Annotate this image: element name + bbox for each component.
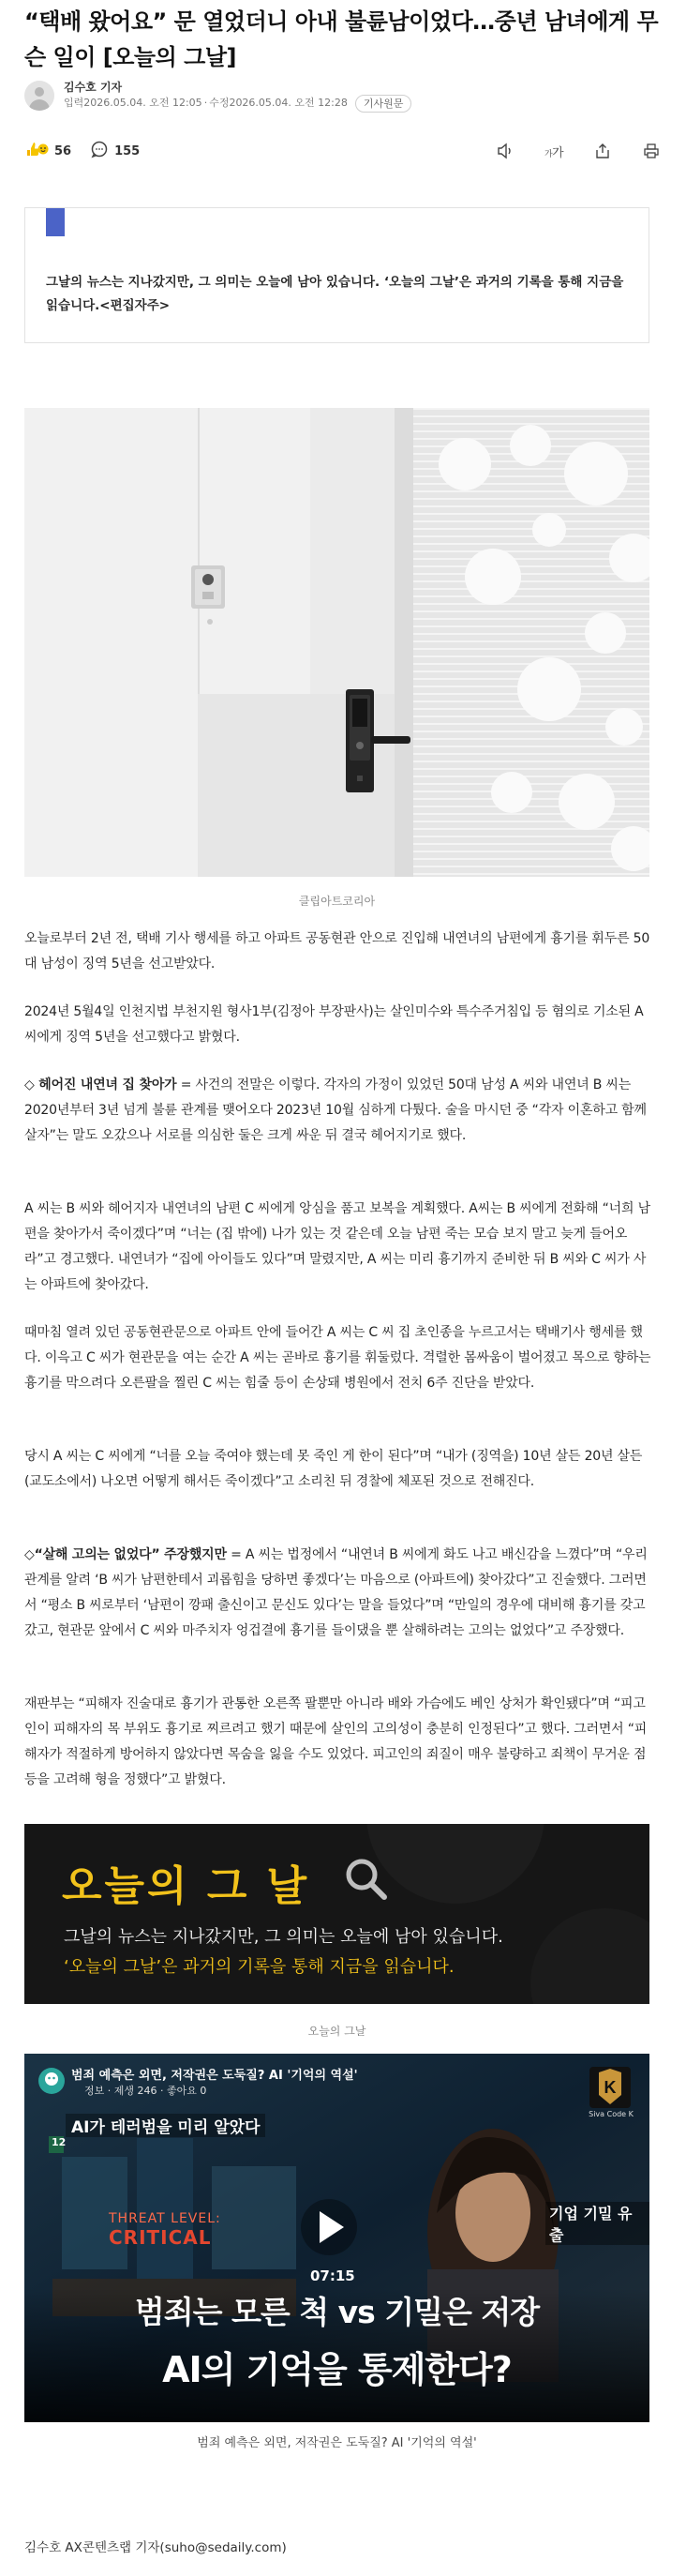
brand-text: Siva Code K <box>589 2110 634 2118</box>
threat-level-value: CRITICAL <box>109 2226 212 2249</box>
body-paragraph-2: 2024년 5월4일 인천지법 부천지원 형사1부(김정아 부장판사)는 살인미수와 특수주거침입 등 혐의로 기소된 A 씨에게 징역 5년을 선고했다고 밝혔다. <box>24 1004 644 1045</box>
article-photo[interactable] <box>24 408 649 877</box>
section-heading-2: ◇“살해 고의는 없었다” 주장했지만 <box>24 1547 227 1562</box>
modified-date: 수정2026.05.04. 오전 12:28 <box>209 97 348 109</box>
body-paragraph-8: 재판부는 “피해자 진술대로 흉기가 관통한 오른쪽 팔뿐만 아니라 배와 가슴에도 베인 상처가 확인됐다”며 “피고인이 피해자의 목 부위도 흉기로 찌르려고 했기 때문에 살인의 고의성이 충분히 인정된다”고 했다. 그러면서 “피해자가 적절하게 방어하지 않았다면 목숨을 잃을 수도 있었다. 피고인의 죄질이 매우 불량하고 죄책이 무거운 점 등을 고려해 형을 정했다”고 밝혔다. <box>24 1696 648 1787</box>
svg-text:가: 가 <box>552 145 564 159</box>
banner-caption: 오늘의 그날 <box>307 2025 366 2038</box>
font-size-button[interactable] <box>544 141 564 161</box>
video-title[interactable]: 범죄 예측은 외면, 저작권은 도둑질? AI '기억의 역설' <box>71 2069 358 2083</box>
reporter-avatar[interactable] <box>24 81 54 111</box>
body-paragraph-7: ◇“살해 고의는 없었다” 주장했지만 = A 씨는 법정에서 “내연녀 B 씨에게 화도 나고 배신감을 느꼈다”며 “우리 관계를 알려 ‘B 씨가 남편한테서 괴롭힘을 당하면 좋겠다’는 마음으로 (아파트에) 찾아갔다”고 진술했다. 그러면서 “평소 B 씨로부터 ‘남편이 깡패 출신이고 문신도 있다’는 말을 들었다”며 “만일의 경우에 대비해 흉기를 갖고 갔고, 현관문 앞에서 C 씨와 마주치자 엉겁결에 흉기를 들이댔을 뿐 살해하려는 고의는 없었다”고 주장했다. <box>24 1547 648 1638</box>
original-article-button[interactable]: 기사원문 <box>355 95 412 113</box>
video-player[interactable] <box>24 2054 649 2422</box>
body-paragraph-1: 오늘로부터 2년 전, 택배 기사 행세를 하고 아파트 공동현관 안으로 진입해 내연녀의 남편에게 흉기를 휘두른 50대 남성이 징역 5년을 선고받았다. <box>24 931 650 972</box>
reaction-count: 56 <box>54 143 72 158</box>
svg-text:가: 가 <box>544 149 553 158</box>
body-paragraph-5: 때마침 열려 있던 공동현관문으로 아파트 안에 들어간 A 씨는 C 씨 집 초인종을 누르고서는 택배기사 행세를 했다. 이윽고 C 씨가 현관문을 여는 순간 A 씨는 곧바로 흉기를 휘둘렀다. 격렬한 몸싸움이 벌어졌고 목으로 향하는 흉기를 막으려다 오른팔을 찔린 C 씨는 힘줄 등이 손상돼 병원에서 전치 6주 진단을 받았다. <box>24 1325 651 1391</box>
reaction-emoji-icon <box>24 141 49 161</box>
audio-icon <box>496 142 514 160</box>
video-overlay-number: 12 <box>52 2136 67 2148</box>
comment-icon <box>90 140 109 162</box>
body-paragraph-6: 당시 A 씨는 C 씨에게 “너를 오늘 죽여야 했는데 못 죽인 게 한이 된다”며 “내가 (징역을) 10년 살든 20년 살든 (교도소에서) 나오면 어떻게 해서든 죽이겠다”고 소리친 뒤 경찰에 체포된 것으로 전해진다. <box>24 1449 643 1489</box>
editor-note-text: 그날의 뉴스는 지나갔지만, 그 의미는 오늘에 남아 있습니다. ‘오늘의 그날’은 과거의 기록을 통해 지금을 읽습니다.<편집자주> <box>46 275 624 313</box>
banner-line-2: ‘오늘의 그날’은 과거의 기록을 통해 지금을 읽습니다. <box>64 1957 455 1977</box>
article-headline: “택배 왔어요” 문 열었더니 아내 불륜남이었다…중년 남녀에게 무슨 일이 [오늘의 그날] <box>24 8 659 70</box>
series-banner[interactable] <box>24 1824 649 2004</box>
body-paragraph-4: A 씨는 B 씨와 헤어지자 내연녀의 남편 C 씨에게 앙심을 품고 보복을 계획했다. A씨는 B 씨에게 전화해 “너희 남편을 찾아가서 죽이겠다”며 “너는 (집 밖에) 나가 있는 것 같은데 오늘 남편 죽는 모습 보지 말고 늦게 들어오라”고 경고했다. 내연녀가 “집에 아이들도 있다”며 말렸지만, A 씨는 미리 흉기까지 준비한 뒤 B 씨와 C 씨가 사는 아파트에 찾아갔다. <box>24 1201 650 1292</box>
video-side-label: 기업 기밀 유출 <box>545 2202 649 2245</box>
reporter-credit: 김수호 AX콘텐츠랩 기자(suho@sedaily.com) <box>24 2540 287 2555</box>
banner-line-1: 그날의 뉴스는 지나갔지만, 그 의미는 오늘에 남아 있습니다. <box>64 1927 503 1947</box>
threat-level-label: THREAT LEVEL: <box>109 2211 221 2226</box>
byline: 김수호 기자 입력2026.05.04. 오전 12:05 · 수정2026.05.04. 오전 12:28 기사원문 <box>24 77 662 114</box>
font-size-icon <box>544 142 564 160</box>
body-paragraph-3: ◇ 헤어진 내연녀 집 찾아가 = 사건의 전말은 이렇다. 각자의 가정이 있었던 50대 남성 A 씨와 내연녀 B 씨는 2020년부터 3년 넘게 불륜 관계를 맺어오다 2023년 10월 심하게 다퉜다. 술을 마시던 중 “각자 이혼하고 함께 살자”는 말도 오갔으나 서로를 의심한 둘은 크게 싸운 뒤 결국 헤어지기로 했다. <box>24 1077 647 1143</box>
magnifier-icon <box>343 1856 390 1903</box>
reporter-name[interactable]: 김수호 기자 <box>64 80 123 94</box>
video-overlay-top: AI가 테러범을 미리 알았다 <box>66 2114 265 2137</box>
video-channel-meta: 정보 · 제생 246 · 좋아요 0 <box>84 2085 207 2097</box>
video-caption: 범죄 예측은 외면, 저작권은 도둑질? AI '기억의 역설' <box>197 2436 477 2450</box>
video-duration: 07:15 <box>310 2267 355 2284</box>
audio-button[interactable] <box>495 141 515 161</box>
editor-note-accent <box>46 208 65 236</box>
comment-button[interactable] <box>90 140 140 162</box>
comment-count: 155 <box>114 143 141 158</box>
channel-avatar-icon <box>37 2067 66 2095</box>
brand-logo-icon <box>589 2067 631 2108</box>
reaction-button[interactable] <box>24 141 71 161</box>
video-headline-1: 범죄는 모른 척 vs 기밀은 저장 <box>134 2294 540 2330</box>
editor-note-box <box>24 207 649 343</box>
article-action-bar <box>24 137 662 165</box>
share-icon <box>593 142 612 160</box>
print-icon <box>642 142 661 160</box>
photo-caption: 클립아트코리아 <box>298 895 376 908</box>
share-button[interactable] <box>592 141 613 161</box>
video-headline-2: AI의 기억을 통제한다? <box>162 2349 512 2390</box>
banner-title: 오늘의 그 날 <box>62 1862 310 1910</box>
print-button[interactable] <box>641 141 662 161</box>
section-heading-1: ◇ 헤어진 내연녀 집 찾아가 <box>24 1077 177 1092</box>
brand-mark: K <box>604 2078 617 2097</box>
published-date: 입력2026.05.04. 오전 12:05 <box>64 97 202 109</box>
